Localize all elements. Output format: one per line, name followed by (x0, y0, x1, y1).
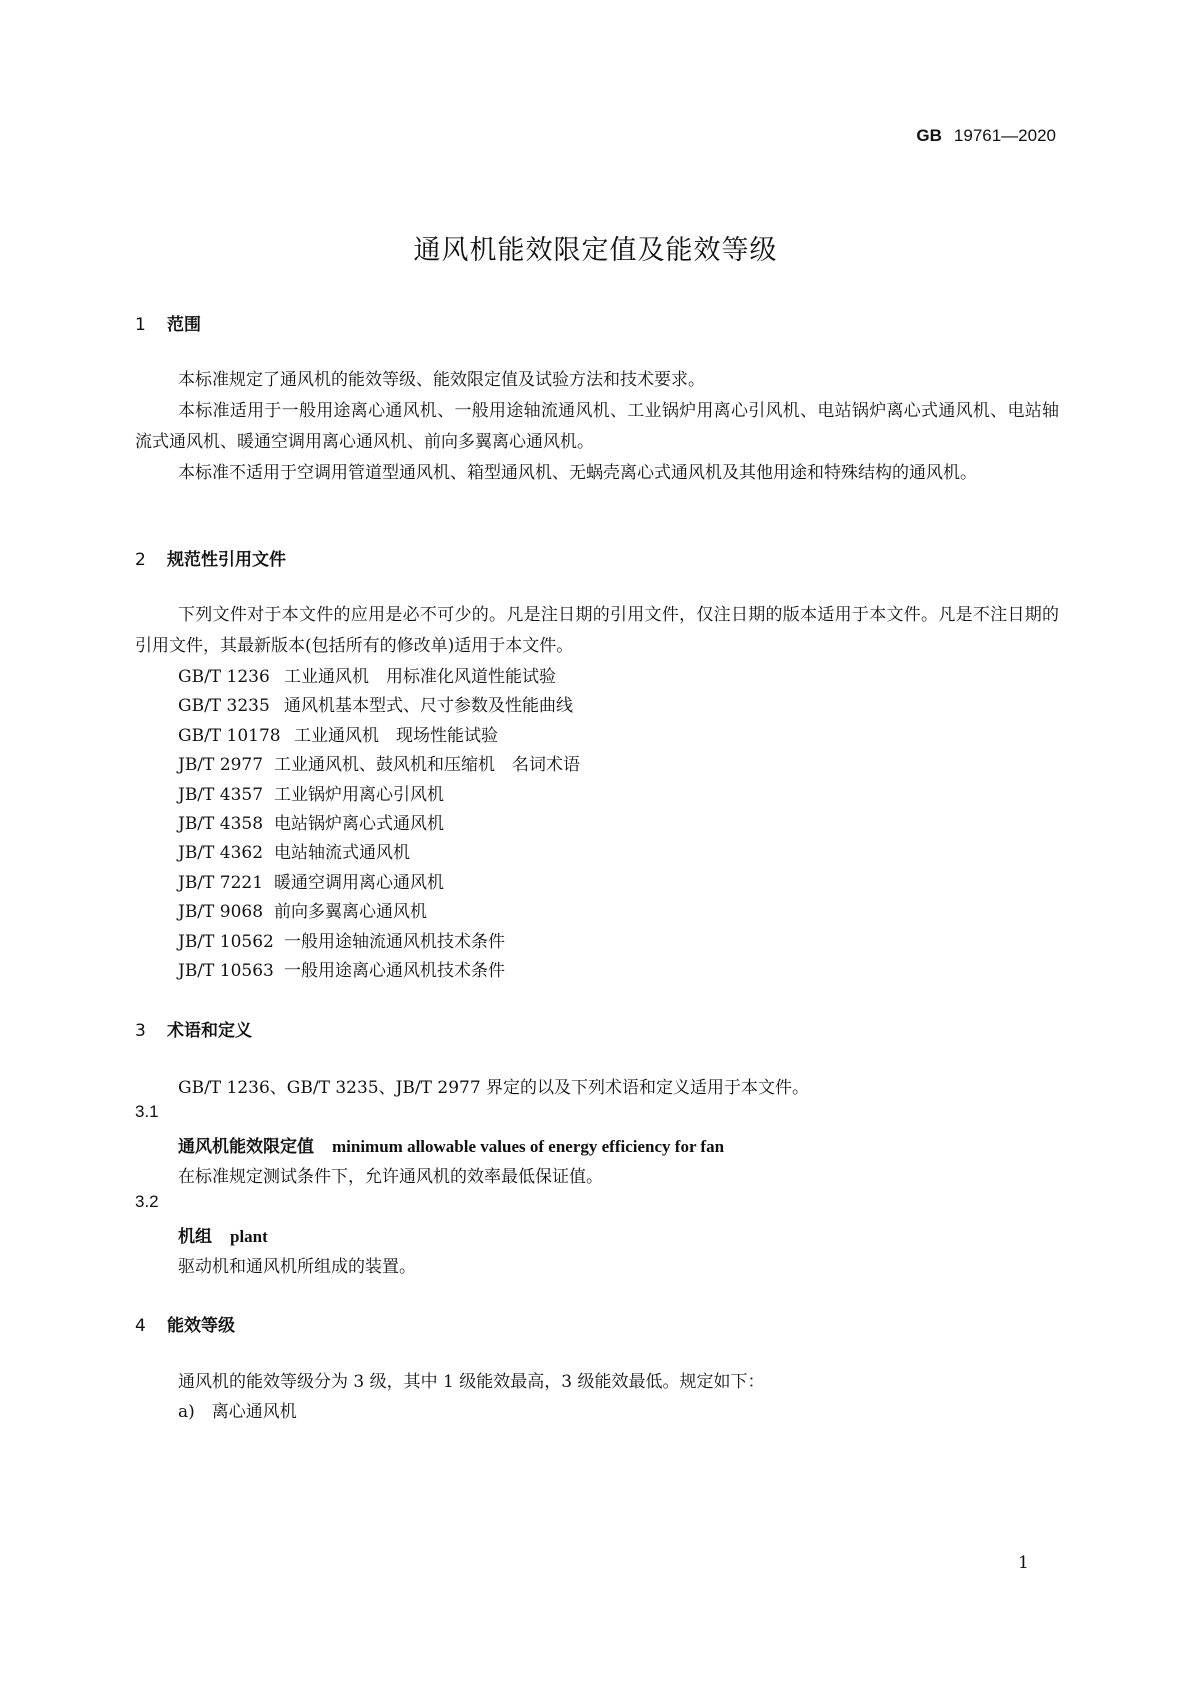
reference-code: JB/T 4358 (178, 814, 264, 834)
reference-item (178, 868, 444, 893)
document-title: 通风机能效限定值及能效等级 (413, 235, 778, 266)
term-heading (178, 1222, 268, 1247)
reference-item (178, 897, 427, 922)
section-1-paragraph: 本标准适用于一般用途离心通风机、一般用途轴流通风机、工业锅炉用离心引风机、电站锅炉离心式通风机、电站轴流式通风机、暖通空调用离心通风机、前向多翼离心通风机。 (135, 401, 1059, 452)
reference-code: JB/T 7221 (178, 873, 264, 893)
section-number: 3 (135, 1021, 146, 1041)
standard-code (916, 126, 1056, 146)
section-1-paragraph: 本标准规定了通风机的能效等级、能效限定值及试验方法和技术要求。 (178, 370, 705, 390)
reference-title: 一般用途离心通风机技术条件 (284, 961, 505, 981)
reference-title: 通风机基本型式、尺寸参数及性能曲线 (284, 696, 573, 716)
section-1-paragraph: 本标准不适用于空调用管道型通风机、箱型通风机、无蜗壳离心式通风机及其他用途和特殊结构的通风机。 (178, 463, 977, 483)
reference-code: GB/T 10178 (178, 726, 281, 746)
reference-code: JB/T 10562 (178, 932, 274, 952)
reference-code: JB/T 9068 (178, 902, 264, 922)
term-chinese: 通风机能效限定值 (178, 1137, 314, 1157)
term-definition: 在标准规定测试条件下，允许通风机的效率最低保证值。 (178, 1167, 603, 1187)
page-number: 1 (1018, 1553, 1029, 1573)
section-4-heading (135, 1311, 235, 1336)
reference-title: 电站轴流式通风机 (274, 843, 410, 863)
reference-title: 工业通风机、鼓风机和压缩机 名词术语 (274, 755, 580, 775)
section-1-heading (135, 310, 201, 335)
term-definition: 驱动机和通风机所组成的装置。 (178, 1257, 416, 1277)
reference-title: 前向多翼离心通风机 (274, 902, 427, 922)
section-3-intro: GB/T 1236、GB/T 3235、JB/T 2977 界定的以及下列术语和定义适用于本文件。 (178, 1078, 810, 1098)
section-3-heading (135, 1016, 252, 1041)
reference-item (178, 927, 505, 952)
reference-item (178, 956, 505, 981)
section-number: 2 (135, 550, 146, 570)
term-chinese: 机组 (178, 1227, 212, 1247)
reference-title: 工业通风机 用标准化风道性能试验 (284, 667, 556, 687)
section-2-heading (135, 545, 286, 570)
term-heading (178, 1132, 724, 1157)
standard-prefix: GB (916, 126, 942, 145)
section-number: 4 (135, 1316, 146, 1336)
reference-item (178, 662, 556, 687)
list-item: a) 离心通风机 (178, 1402, 297, 1422)
term-number: 3.2 (135, 1192, 159, 1211)
term-english: minimum allowable values of energy efficiency for fan (332, 1137, 725, 1156)
reference-title: 一般用途轴流通风机技术条件 (284, 932, 505, 952)
term-number: 3.1 (135, 1102, 159, 1121)
reference-item (178, 838, 410, 863)
reference-title: 电站锅炉离心式通风机 (274, 814, 444, 834)
section-2-intro: 下列文件对于本文件的应用是必不可少的。凡是注日期的引用文件，仅注日期的版本适用于本文件。凡是不注日期的引用文件，其最新版本(包括所有的修改单)适用于本文件。 (135, 605, 1059, 656)
reference-title: 工业通风机 现场性能试验 (294, 726, 498, 746)
reference-code: JB/T 10563 (178, 961, 274, 981)
section-4-intro: 通风机的能效等级分为 3 级，其中 1 级能效最高，3 级能效最低。规定如下： (178, 1372, 765, 1392)
reference-code: GB/T 3235 (178, 696, 270, 716)
reference-item (178, 809, 444, 834)
section-number: 1 (135, 315, 146, 335)
section-title: 能效等级 (167, 1316, 235, 1336)
reference-item (178, 721, 498, 746)
section-title: 范围 (167, 315, 201, 335)
reference-item (178, 750, 580, 775)
reference-code: GB/T 1236 (178, 667, 270, 687)
reference-code: JB/T 2977 (178, 755, 264, 775)
section-title: 规范性引用文件 (167, 550, 286, 570)
standard-number: 19761—2020 (953, 126, 1056, 145)
reference-item (178, 780, 444, 805)
reference-code: JB/T 4362 (178, 843, 264, 863)
reference-code: JB/T 4357 (178, 785, 264, 805)
reference-title: 暖通空调用离心通风机 (274, 873, 444, 893)
reference-item (178, 691, 573, 716)
term-english: plant (230, 1227, 268, 1246)
reference-title: 工业锅炉用离心引风机 (274, 785, 444, 805)
section-title: 术语和定义 (167, 1021, 252, 1041)
